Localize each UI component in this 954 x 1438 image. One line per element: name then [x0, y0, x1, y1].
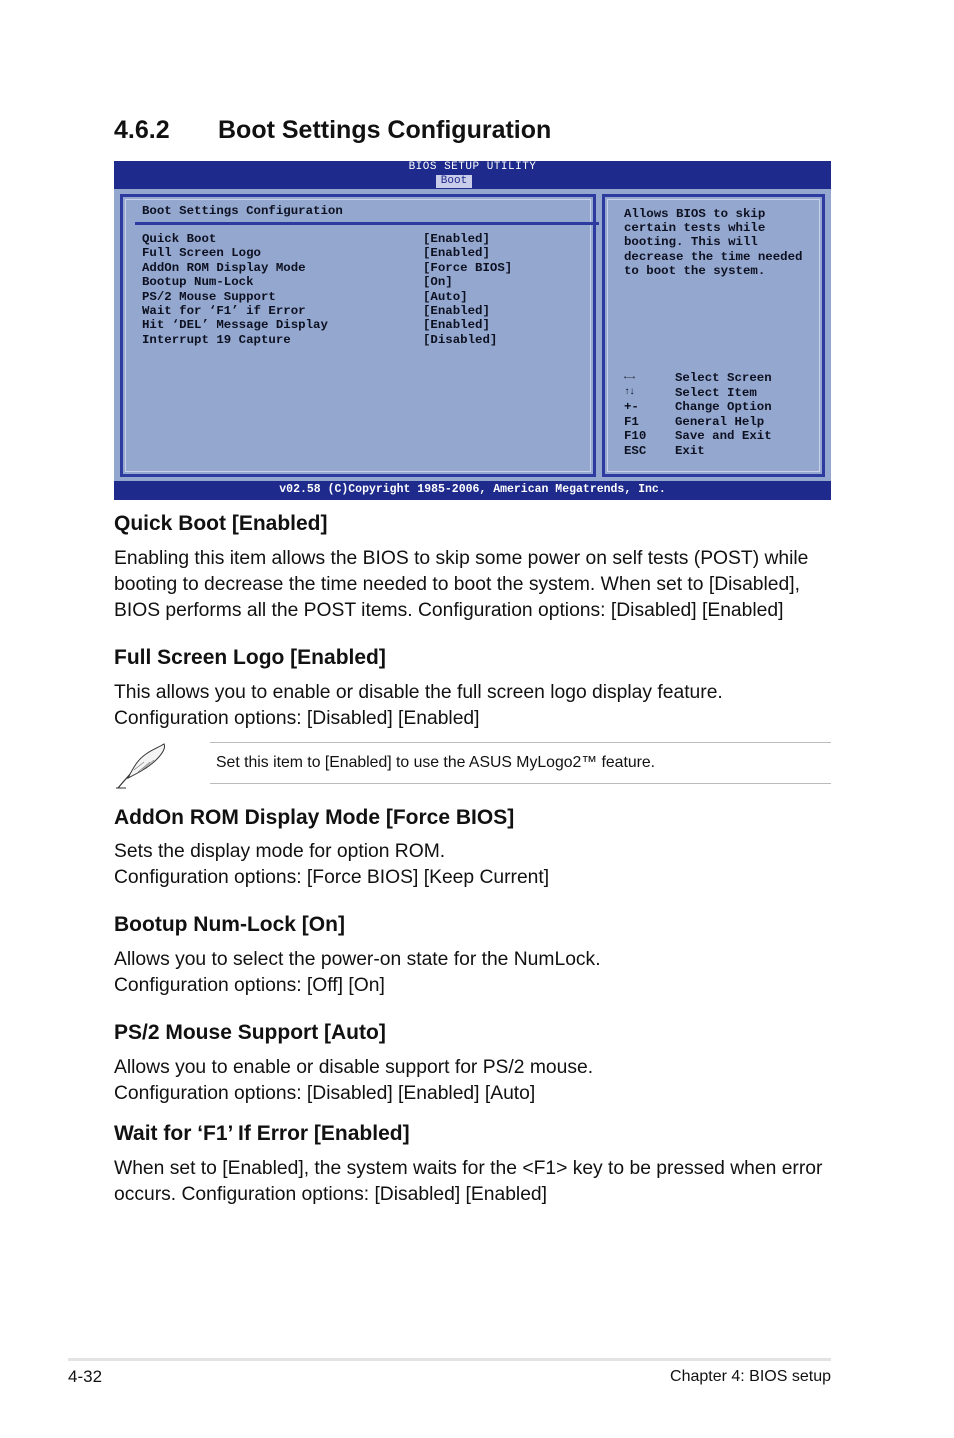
text-line: Configuration options: [Disabled] [Enabled] [Auto]	[114, 1083, 536, 1104]
bios-header	[114, 161, 831, 189]
setting-hit-del-message[interactable]	[142, 318, 592, 332]
key-row	[624, 444, 824, 459]
setting-label: Wait for ‘F1’ if Error	[142, 303, 306, 318]
heading-wait-f1: Wait for ‘F1’ If Error [Enabled]	[114, 1122, 410, 1145]
key-name: +-	[624, 400, 639, 414]
setting-value[interactable]: [Enabled]	[423, 232, 490, 246]
panel-title: Boot Settings Configuration	[142, 204, 343, 218]
text-line: Sets the display mode for option ROM.	[114, 841, 446, 862]
note-box	[114, 742, 831, 784]
key-row	[624, 400, 824, 415]
setting-addon-rom-display-mode[interactable]	[142, 261, 592, 275]
setting-value[interactable]: [Enabled]	[423, 303, 490, 318]
settings-list	[142, 232, 592, 347]
text-quick-boot: Enabling this item allows the BIOS to skip some power on self tests (POST) while booting to decrease the time needed to boot the system. When set to [Disabled], BIOS performs all the POST items. Configuration options: [Disabled] [Enabled]	[114, 548, 809, 621]
setting-label: Interrupt 19 Capture	[142, 332, 291, 347]
key-description: Change Option	[675, 400, 772, 414]
setting-label: AddOn ROM Display Mode	[142, 260, 306, 275]
footer-rule	[68, 1358, 831, 1361]
help-text: Allows BIOS to skip certain tests while booting. This will decrease the time needed to boot the system.	[624, 207, 803, 278]
bios-copyright: v02.58 (C)Copyright 1985-2006, American Megatrends, Inc.	[114, 481, 831, 500]
key-name: F10	[624, 429, 647, 443]
setting-label: Bootup Num-Lock	[142, 275, 254, 290]
bios-screen	[114, 161, 831, 500]
up-down-arrows-icon: ↑↓	[624, 386, 635, 398]
setting-label: Quick Boot	[142, 232, 217, 246]
setting-wait-for-f1[interactable]	[142, 304, 592, 318]
text-full-screen-logo	[114, 680, 839, 732]
setting-value[interactable]: [Enabled]	[423, 246, 490, 261]
section-title-text: Boot Settings Configuration	[218, 116, 552, 144]
setting-value[interactable]: [Force BIOS]	[423, 260, 513, 275]
setting-label: Full Screen Logo	[142, 246, 261, 261]
note-rule	[210, 783, 831, 784]
key-row	[624, 415, 824, 430]
key-name: ESC	[624, 443, 647, 458]
page-number: 4-32	[68, 1367, 103, 1386]
tab-boot[interactable]: Boot	[436, 175, 472, 188]
note-rule	[210, 742, 831, 743]
text-line: Allows you to select the power-on state for the NumLock.	[114, 949, 601, 970]
heading-bootup-num-lock: Bootup Num-Lock [On]	[114, 913, 345, 936]
setting-value[interactable]: [Auto]	[423, 289, 468, 304]
section-number: 4.6.2	[114, 116, 170, 144]
setting-label: PS/2 Mouse Support	[142, 289, 276, 304]
feather-pen-icon	[114, 742, 170, 790]
panel-divider	[135, 222, 599, 225]
text-line: Configuration options: [Force BIOS] [Keep Current]	[114, 867, 550, 888]
setting-ps2-mouse-support[interactable]	[142, 290, 592, 304]
setting-value[interactable]: [Disabled]	[423, 332, 498, 347]
heading-quick-boot: Quick Boot [Enabled]	[114, 512, 328, 535]
heading-full-screen-logo: Full Screen Logo [Enabled]	[114, 646, 386, 669]
setting-label: Hit ‘DEL’ Message Display	[142, 318, 328, 333]
key-row	[624, 429, 824, 444]
key-description: Save and Exit	[675, 429, 772, 443]
chapter-label: Chapter 4: BIOS setup	[670, 1368, 831, 1385]
key-description: General Help	[675, 414, 765, 429]
key-row	[624, 371, 824, 386]
text-line: Configuration options: [Disabled] [Enabled]	[114, 708, 480, 729]
key-description: Select Screen	[675, 371, 772, 385]
setting-value[interactable]: [Enabled]	[423, 318, 490, 333]
text-wait-f1: When set to [Enabled], the system waits for the <F1> key to be pressed when error occurs. Configuration options: [Disabled] [Enabled]	[114, 1158, 823, 1205]
key-description: Select Item	[675, 385, 757, 400]
heading-addon-rom: AddOn ROM Display Mode [Force BIOS]	[114, 806, 515, 829]
setting-full-screen-logo[interactable]	[142, 246, 592, 260]
setting-bootup-num-lock[interactable]	[142, 275, 592, 289]
section-title	[114, 116, 551, 145]
bios-utility-title: BIOS SETUP UTILITY	[408, 161, 537, 173]
key-legend	[624, 371, 824, 458]
help-panel	[602, 194, 825, 477]
setting-value[interactable]: [On]	[423, 275, 453, 290]
text-line: This allows you to enable or disable the full screen logo display feature.	[114, 682, 723, 703]
left-right-arrows-icon: ←→	[624, 372, 635, 383]
key-description: Exit	[675, 443, 705, 458]
heading-ps2-mouse: PS/2 Mouse Support [Auto]	[114, 1021, 386, 1044]
text-bootup-num-lock	[114, 947, 839, 999]
text-ps2-mouse	[114, 1055, 839, 1107]
setting-quick-boot[interactable]	[142, 232, 592, 246]
note-text: Set this item to [Enabled] to use the ASUS MyLogo2™ feature.	[216, 754, 656, 771]
text-line: Allows you to enable or disable support for PS/2 mouse.	[114, 1057, 594, 1078]
text-addon-rom	[114, 839, 839, 891]
setting-interrupt-19-capture[interactable]	[142, 333, 592, 347]
key-name: F1	[624, 414, 639, 429]
key-row	[624, 386, 824, 401]
text-line: Configuration options: [Off] [On]	[114, 975, 385, 996]
settings-panel	[120, 194, 596, 477]
